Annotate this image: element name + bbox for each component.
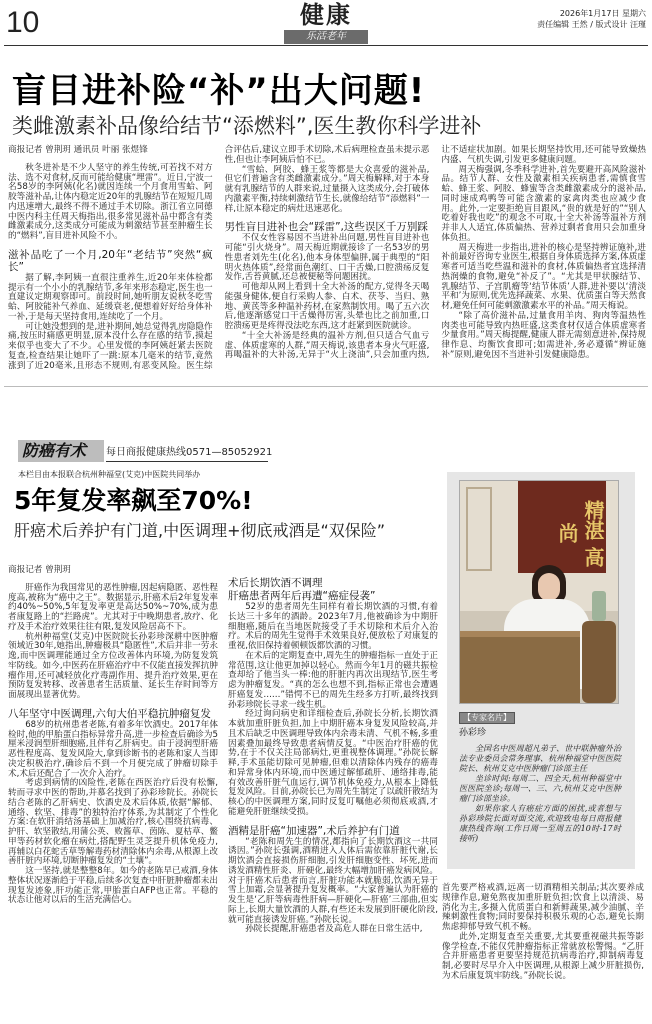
expert-bio: [459, 744, 621, 844]
paragraph: 此外,定期复查至关重要,尤其要重视磁共振等影像学检查,不能仅凭肿瘤指标正常就放松警惕。“乙肝合并肝癌患者更要坚持规范抗病毒治疗,抑制病毒复制,必要时尽早介入中医调理,从根源上减少肝脏损伤,为术后康复筑牢防线。”孙院长说。: [442, 931, 644, 981]
paragraph: 首先要严格戒酒,远离一切酒精相关制品;其次要养成规律作息,避免熬夜加重肝脏负担;饮食上以清淡、易消化为主,多摄入优质蛋白和新鲜蔬果,减少油腻、辛辣刺激性食物;同时要保持积极乐观的心态,避免长期焦虑抑郁导致气机不畅。: [442, 883, 644, 932]
expert-title: 全国名中医周超凡弟子、世中联肿瘤外治法专业委员会常务理事、杭州种福堂中医医院院长、杭州艾克中医肿瘤门诊部主任: [459, 744, 621, 773]
paragraph: “老陈和周先生的情况,都指向了长期饮酒这一共同诱因。”孙院长强调,酒精进入人体后需依靠肝脏代谢,长期饮酒会直接损伤肝细胞,引发肝细胞变性、坏死,进而诱发酒精性肝炎、肝硬化,最终大幅增加肝癌发病风险。对于肝癌术后患者而言,肝脏功能本就脆弱,饮酒无异于雪上加霜,会显著提升复发概率。“大家普遍认为肝癌的发生是‘乙肝等病毒性肝病—肝硬化—肝癌’三部曲,但实际上,长期大量饮酒的人群,有些还未发展到肝硬化阶段,就可能直接诱发肝癌。”孙院长说。: [228, 836, 438, 925]
article1-body: [8, 146, 646, 378]
column-title: 防癌有术: [18, 440, 104, 462]
article2-subhead-2b: 肝癌患者两年后再遭“癌症侵袭”: [228, 590, 376, 602]
paragraph: 考虑到病情的凶险性,老陈在西医治疗后没有松懈,转而寻求中医的帮助,并慕名找到了孙彩珍院长。孙院长结合老陈的乙肝病史、饮酒史及术后体质,依据“解郁、通络、软坚、排毒”的独特治疗体系,为其制定了个性化方案:在软肝消结汤基础上加减治疗,核心围绕抗病毒、护肝、软坚散结,用蒲公英、败酱草、茵陈、夏枯草、鳖甲等药材软化瘤在病灶,搭配野生灵芝提升机体免疫力,再辅以白花蛇舌草等解毒药材清除体内余毒,从根源上改善肝脏内环境,切断肿瘤复发的“土壤”。: [8, 778, 218, 867]
article2-subhead-3: 酒精是肝癌“加速器”,术后养护有门道: [228, 824, 400, 837]
column-banner: [18, 440, 273, 468]
paragraph: 周天梅进一步指出,进补的核心是坚持辨证施补,进补前最好咨询专业医生,根据自身体质选择方案,体质虚寒者可适当吃些温和滋补的食材,体质偏热者宜选择清热润燥的食物,避免“补反了”。“尤其是甲状腺结节、乳腺结节、子宫肌瘤等‘结节体质’人群,进补要以‘清淡平和’为原则,优先选择蔬菜、水果、优质蛋白等天然食材,避免任何可能刺激激素水平的补品。”周天梅说。: [441, 242, 646, 311]
expert-card: [447, 472, 635, 869]
photo-banner-text: 精湛 高尚: [555, 499, 605, 567]
article2-subhead-2a: 术后长期饮酒不调理: [228, 577, 323, 589]
paragraph: 52岁的患者周先生同样有着长期饮酒的习惯,有着长达三十多年的酒龄。2023年7月,他被确诊为中期肝细胞癌,随后在当地医院接受了手术切除和术后介入治疗。术后的周先生觉得手术效果良好,便放松了对康复的重视,依旧保持着顿顿饭都饮酒的习惯。: [228, 602, 438, 651]
issue-date: 2026年1月17日 星期六: [559, 9, 646, 18]
article1-byline: 商报记者 曾荆玥 通讯员 叶丽 张煜锋: [8, 145, 148, 155]
paragraph: 在术后的定期复查中,周先生的肿瘤指标一直处于正常范围,这让他更加掉以轻心。然而今年1月的磁共振检查却给了他当头一棒:他的肝脏内再次出现结节,医生考虑为肿瘤复发。“真的怎么也想不到,指标正常也会遭遇肝癌复发……”错愕不已的周先生经多方打听,最终找到孙彩珍院长寻求一线生机。: [228, 650, 438, 710]
expert-contact: 如果你家人有癌症方面的困扰,或者想与孙彩珍院长面对面交流,欢迎致电每日商报健康热线咨询(工作日周一至周五的10时-17时接听): [459, 804, 621, 843]
hotline: 每日商报健康热线0571—85052921: [106, 447, 273, 458]
section-divider: [4, 386, 648, 387]
paragraph: 据了解,李阿姨一直很注重养生,近20年来体检都提示有一个小小的乳腺结节,多年来形态稳定,医生也一直建议定期观察即可。前段时间,她听朋友说秋冬吃雪蛤、阿胶能补气养血、延缓衰老,便想着好好给身体补一补,于是每天坚持食用,连续吃了一个月。: [8, 272, 213, 322]
issue-info: [537, 8, 646, 30]
paragraph: 可他却从网上看到十全大补汤的配方,觉得冬天喝能强身健体,便自行采购人参、白术、茯苓、当归、熟地、黄芪等多种温补药材,在家熬制饮用。喝了五六次后,他逐渐感觉口干舌燥得厉害,头晕也比之前加重,口腔溃疡更是疼得没法吃东西,这才赶紧到医院就诊。: [224, 282, 430, 331]
article2-byline: 商报记者 曾荆玥: [8, 565, 71, 575]
article1-headline: 盲目进补险“补”出大问题!: [12, 71, 426, 111]
expert-name: 孙彩珍: [459, 728, 487, 738]
paragraph: 经过询问病史和详细检查后,孙院长分析,长期饮酒本就加重肝脏负担,加上中期肝癌本身复发风险较高,并且术后缺乏中医调理导致体内余毒未清、气机不畅,多重因素叠加最终导致患者病情反复。“中医治疗肝癌的优势,在于不仅关注局部病灶,更重视整体调理。”孙院长解释,手术虽能切除可见肿瘤,但难以清除体内残存的癌毒和异常身体内环境,而中医通过解郁疏肝、通络排毒,能有效改善肝脏气血运行,调节机体免疫力,从根本上降低复发风险。目前,孙院长已为周先生制定了以疏肝散结为核心的中医调理方案,同时反复叮嘱他必须彻底戒酒,才能避免肝脏继续受损。: [228, 709, 438, 817]
article2-subhead-1: 八年坚守中医调理,六旬大伯平稳抗肿瘤复发: [8, 707, 211, 720]
paragraph: 肝癌作为我国常见的恶性肿瘤,因起病隐匿、恶性程度高,被称为“癌中之王”。数据显示,肝癌术后2年复发率约40%~50%,5年复发率更是高达50%~70%,成为患者康复路上的“拦路虎”。尤其对于中晚期患者,放疗、化疗及手术治疗效果往往有限,复发风险居高不下。: [8, 582, 218, 632]
article2-subtitle: 肝癌术后养护有门道,中医调理+彻底戒酒是“双保险”: [14, 521, 386, 540]
article2-column-right: [442, 884, 644, 982]
paragraph: 68岁的杭州患者老陈,有着多年饮酒史。2017年体检时,他的甲胎蛋白指标异常升高,进一步检查后确诊为5厘米浸润型肝细胞癌,且伴有乙肝病史。由于浸润型肝癌恶性程度高、复发风险大,拿到诊断书的老陈和家人当即决定积极治疗,确诊后不到一个月便完成了肿瘤切除手术,术后还配合了一次介入治疗。: [8, 719, 218, 779]
paragraph: “雪蛤、阿胶、蜂王浆等都是大众喜爱的滋补品,但它们普遍含有类雌激素成分。”周天梅解释,对于本身就有乳腺结节的人群来说,过量摄入这类成分,会打破体内激素平衡,持续刺激结节生长,就像给结节“添燃料”一样,让原本稳定的病灶迅速恶化。: [224, 164, 430, 214]
editor-credits: 责任编辑 王然 / 版式设计 汪瑾: [537, 20, 646, 29]
paragraph: “除了高价滋补品,过量食用羊肉、狗肉等温热性肉类也可能导致内热旺盛,这类食材仅适合体质虚寒者少量食用。”周天梅提醒,健康人群无需刻意进补,保持规律作息、均衡饮食即可;如需进补,务必遵循“辨证施补”原则,避免因不当进补引发健康隐患。: [441, 310, 646, 360]
article2-column-middle: [228, 577, 438, 935]
article2-column-left: [8, 566, 218, 906]
page-number: 10: [6, 6, 40, 39]
expert-card-tag: 【专家名片】: [459, 712, 515, 724]
section-logo: 乐活老年: [284, 30, 368, 44]
paragraph: 秋冬进补是不少人坚守的养生传统,可若找不对方法、选不对食材,反而可能给健康“埋雷”。近日,宁波一名58岁的李阿姨(化名)就因连续一个月食用雪蛤、阿胶等滋补品,让体内稳定近20年的乳腺结节在短短几周内迅速增大,最终不得不通过手术切除。浙江省立同德中医内科主任周天梅指出,很多常见滋补品中都含有类雌激素成分,这类成分可能成为刺激结节甚至肿瘤生长的“燃料”,盲目进补风险不小。: [8, 162, 213, 241]
header-divider: [4, 45, 648, 46]
article2-headline: 5年复发率飙至70%!: [14, 486, 253, 515]
article1-subhead-1: 滋补品吃了一个月,20年“老结节”突然“疯长”: [8, 248, 213, 273]
paragraph: 杭州种福堂(艾克)中医院院长孙彩珍深耕中医肿瘤领域近30年,她指出,肿瘤极具“隐匿性”,术后并非一劳永逸,而中医调理能通过全方位改善体内环境,为防复发筑牢防线。如今,中医药在肝癌治疗中不仅能直接发挥抗肿瘤作用,还可减轻放化疗毒副作用、提升治疗效果,更在预防复发转移、改善患者生活质量、延长生存时间等方面展现出显著优势。: [8, 631, 218, 700]
column-note: 本栏目由本报联合杭州种福堂(艾克)中医院共同举办: [18, 470, 201, 479]
article1-subtitle: 类雌激素补品像给结节“添燃料”,医生教你科学进补: [12, 114, 482, 138]
section-title: 健康: [300, 1, 352, 29]
expert-hours: 坐诊时间:每周二、四全天,杭州种福堂中医医院坐诊;每周一、三、六,杭州艾克中医肿瘤门诊部坐诊。: [459, 774, 621, 803]
photo-banner: [518, 481, 606, 573]
paragraph: “十全大补汤是经典的温补方剂,但只适合气血亏虚、体质虚寒的人群,”周天梅说,该患者本身火气旺盛,再喝温补的大补汤,无异于“火上浇油”,只会加重内热,让不适症状加剧。如果长期坚持饮用,还可能导致燥热内盛、气机失调,引发更多健康问题。: [224, 145, 646, 361]
article1-subhead-2: 男性盲目进补也会“踩雷”,这些误区千万别踩: [224, 221, 428, 234]
paragraph: 孙院长提醒,肝癌患者及高危人群在日常生活中,: [245, 924, 423, 935]
paragraph: 周天梅强调,冬季科学进补,首先要避开高风险滋补品。结节人群、女性及激素相关疾病患者,需慎食雪蛤、蜂王浆、阿胶、蜂蜜等含类雌激素成分的滋补品,同时速成鸡鸭等可能含激素的家禽肉类也应减少食用。此外,一定要拒绝盲目跟风,“贵的就是好的”“别人吃着好我也吃”的观念不可取,十全大补汤等温补方剂并非人人适宜,体质偏热、营养过剩者食用只会加重身体负担。: [441, 164, 646, 243]
paragraph: 可让她没想到的是,进补期间,她总觉得乳房隐隐作痛,按压时痛感更明显,原本没什么存在感的结节,摸起来似乎也变大了不少。心里发慌的李阿姨赶紧去医院复查,检查结果让她吓了一跳:原本几毫米的结节,竟然涨到了近20毫米,且形态不规则,有恶变风险。医生综合评估后,建议立即手术切除,术后病理检查虽未提示恶性,但也让李阿姨后怕不已。: [8, 145, 430, 371]
expert-photo: [459, 480, 619, 704]
paragraph: 这一坚持,就是整整8年。如今的老陈早已戒酒,身体整体状况逐渐趋于平稳,后续多次复查中肝脏肿瘤都未出现复发迹象,肝功能正常,甲胎蛋白AFP也正常。平稳的状态让他对以后的生活充满信心。: [8, 866, 218, 906]
paragraph: 不仅女性容易因不当进补出问题,男性盲目进补也可能“引火烧身”。周天梅近期就接诊了一名53岁的男性患者刘先生(化名),他本身体型偏胖,属于典型的“阳明火热体质”,经常面色潮红、口干舌燥,口腔溃疡反复发作,舌苔黄腻,还总被便秘等问题困扰。: [224, 233, 430, 283]
banner-underline: [106, 461, 268, 462]
